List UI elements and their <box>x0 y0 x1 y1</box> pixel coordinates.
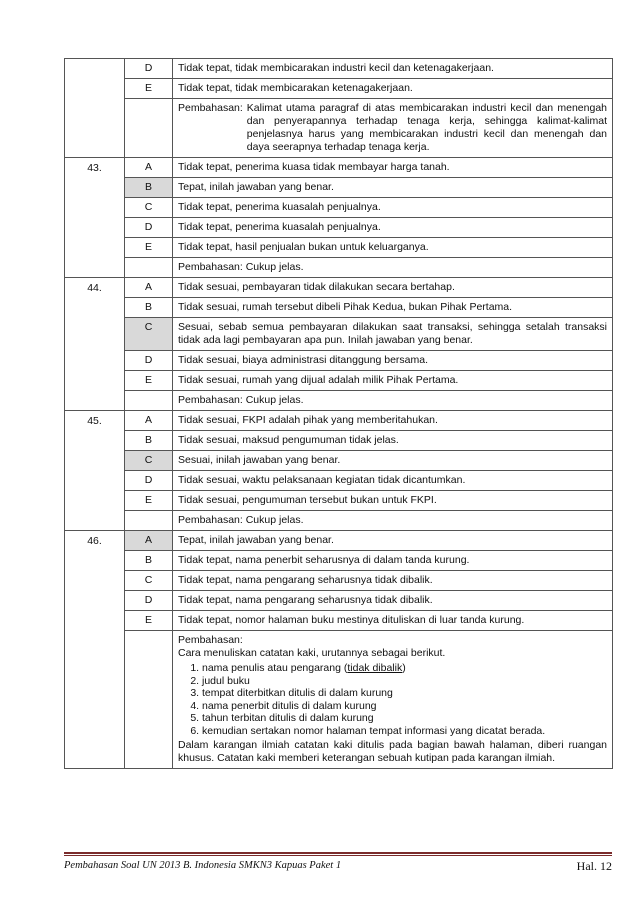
pembahasan-text: Pembahasan: Cukup jelas. <box>173 511 613 531</box>
table-row <box>65 611 613 631</box>
option-explanation: Tidak sesuai, maksud pengumuman tidak jelas. <box>173 431 613 451</box>
footer-title: Pembahasan Soal UN 2013 B. Indonesia SMKN3 Kapuas Paket 1 <box>64 860 342 871</box>
pembahasan-label: Pembahasan: <box>178 102 243 114</box>
option-letter: D <box>125 591 173 611</box>
empty-cell <box>125 511 173 531</box>
option-letter: A <box>125 411 173 431</box>
pembahasan-text: Pembahasan: Cukup jelas. <box>173 258 613 278</box>
option-letter: A <box>125 158 173 178</box>
question-number: 45. <box>65 411 125 531</box>
table-row <box>65 298 613 318</box>
footer-rule <box>64 852 612 856</box>
option-letter: E <box>125 491 173 511</box>
option-explanation: Tidak tepat, tidak membicarakan industri kecil dan ketenagakerjaan. <box>173 59 613 79</box>
option-letter: A <box>125 278 173 298</box>
option-explanation: Sesuai, sebab semua pembayaran dilakukan saat transaksi, sehingga setalah transaksi tidak ada lagi pembayaran apa pun. Inilah jawaban yang benar. <box>173 318 613 351</box>
table-row <box>65 158 613 178</box>
option-explanation: Tidak tepat, penerima kuasalah penjualnya. <box>173 198 613 218</box>
option-letter: E <box>125 79 173 99</box>
table-row <box>65 198 613 218</box>
question-number: 44. <box>65 278 125 411</box>
list-item: 4. nama penerbit ditulis di dalam kurung <box>202 700 607 713</box>
option-explanation: Tidak sesuai, waktu pelaksanaan kegiatan tidak dicantumkan. <box>173 471 613 491</box>
option-explanation: Sesuai, inilah jawaban yang benar. <box>173 451 613 471</box>
underlined-text: tidak dibalik <box>347 662 403 674</box>
question-number: 46. <box>65 531 125 769</box>
page-number: Hal. 12 <box>576 859 612 873</box>
option-explanation: Tidak tepat, hasil penjualan bukan untuk keluarganya. <box>173 238 613 258</box>
pembahasan-cell <box>173 99 613 158</box>
empty-cell <box>125 391 173 411</box>
option-explanation: Tepat, inilah jawaban yang benar. <box>173 531 613 551</box>
table-row <box>65 451 613 471</box>
option-explanation: Tidak sesuai, pembayaran tidak dilakukan secara bertahap. <box>173 278 613 298</box>
step-text: nama penulis atau pengarang ( <box>202 662 348 674</box>
option-letter: C <box>125 198 173 218</box>
option-explanation: Tidak tepat, nomor halaman buku mestinya dituliskan di luar tanda kurung. <box>173 611 613 631</box>
table-row <box>65 551 613 571</box>
pembahasan-intro: Cara menuliskan catatan kaki, urutannya sebagai berikut. <box>178 647 446 659</box>
list-item: 6. kemudian sertakan nomor halaman tempat informasi yang dicatat berada. <box>202 725 607 738</box>
table-row <box>65 79 613 99</box>
option-letter: B <box>125 298 173 318</box>
question-number-cell <box>65 59 125 158</box>
pembahasan-closing: Dalam karangan ilmiah catatan kaki ditulis pada bagian bawah halaman, diberi ruangan khusus. Catatan kaki memberi keterangan sebuah kutipan pada karangan ilmiah. <box>178 739 607 764</box>
table-row <box>65 471 613 491</box>
option-explanation: Tidak tepat, tidak membicarakan ketenagakerjaan. <box>173 79 613 99</box>
option-explanation: Tidak sesuai, FKPI adalah pihak yang memberitahukan. <box>173 411 613 431</box>
table-row <box>65 491 613 511</box>
correct-option-letter: A <box>125 531 173 551</box>
pembahasan-text: Kalimat utama paragraf di atas membicarakan industri kecil dan menengah dan penyerapannya terhadap tenaga kerja, sehingga kalimat-kalimat penjelasnya harus yang membicarakan industri kecil dan menengah dan daya seerapnya terhadap tenaga kerja. <box>246 102 607 153</box>
option-letter: D <box>125 351 173 371</box>
option-explanation: Tidak tepat, penerima kuasalah penjualnya. <box>173 218 613 238</box>
table-row <box>65 591 613 611</box>
table-row <box>65 571 613 591</box>
question-number: 43. <box>65 158 125 278</box>
option-explanation: Tidak sesuai, biaya administrasi ditanggung bersama. <box>173 351 613 371</box>
step-text: ) <box>402 662 406 674</box>
table-row <box>65 278 613 298</box>
option-letter: D <box>125 218 173 238</box>
option-letter: E <box>125 611 173 631</box>
option-explanation: Tidak tepat, nama pengarang seharusnya tidak dibalik. <box>173 591 613 611</box>
table-row <box>65 59 613 79</box>
option-letter: B <box>125 431 173 451</box>
table-row <box>65 631 613 769</box>
option-explanation: Tidak sesuai, rumah tersebut dibeli Pihak Kedua, bukan Pihak Pertama. <box>173 298 613 318</box>
table-row <box>65 431 613 451</box>
option-explanation: Tidak tepat, nama pengarang seharusnya tidak dibalik. <box>173 571 613 591</box>
option-letter: E <box>125 238 173 258</box>
table-row <box>65 178 613 198</box>
table-row <box>65 391 613 411</box>
table-row <box>65 531 613 551</box>
option-letter: D <box>125 59 173 79</box>
list-item: 5. tahun terbitan ditulis di dalam kurung <box>202 712 607 725</box>
option-letter: C <box>125 571 173 591</box>
correct-option-letter: C <box>125 451 173 471</box>
table-row <box>65 318 613 351</box>
table-row <box>65 351 613 371</box>
table-row <box>65 258 613 278</box>
table-row <box>65 511 613 531</box>
option-letter: D <box>125 471 173 491</box>
option-explanation: Tepat, inilah jawaban yang benar. <box>173 178 613 198</box>
option-explanation: Tidak tepat, nama penerbit seharusnya di dalam tanda kurung. <box>173 551 613 571</box>
option-letter: B <box>125 551 173 571</box>
pembahasan-label: Pembahasan: <box>178 634 243 646</box>
answer-table <box>64 58 613 769</box>
table-row <box>65 238 613 258</box>
empty-cell <box>125 99 173 158</box>
pembahasan-text: Pembahasan: Cukup jelas. <box>173 391 613 411</box>
footnote-steps-list <box>178 662 607 737</box>
table-row <box>65 411 613 431</box>
correct-option-letter: B <box>125 178 173 198</box>
pembahasan-cell <box>173 631 613 769</box>
empty-cell <box>125 631 173 769</box>
option-explanation: Tidak sesuai, rumah yang dijual adalah milik Pihak Pertama. <box>173 371 613 391</box>
list-item <box>202 662 607 675</box>
option-explanation: Tidak sesuai, pengumuman tersebut bukan untuk FKPI. <box>173 491 613 511</box>
option-explanation: Tidak tepat, penerima kuasa tidak membayar harga tanah. <box>173 158 613 178</box>
table-row <box>65 218 613 238</box>
correct-option-letter: C <box>125 318 173 351</box>
list-item: 3. tempat diterbitkan ditulis di dalam kurung <box>202 687 607 700</box>
option-letter: E <box>125 371 173 391</box>
table-row <box>65 371 613 391</box>
table-row <box>65 99 613 158</box>
list-item: 2. judul buku <box>202 675 607 688</box>
answer-key-sheet <box>64 58 612 769</box>
empty-cell <box>125 258 173 278</box>
